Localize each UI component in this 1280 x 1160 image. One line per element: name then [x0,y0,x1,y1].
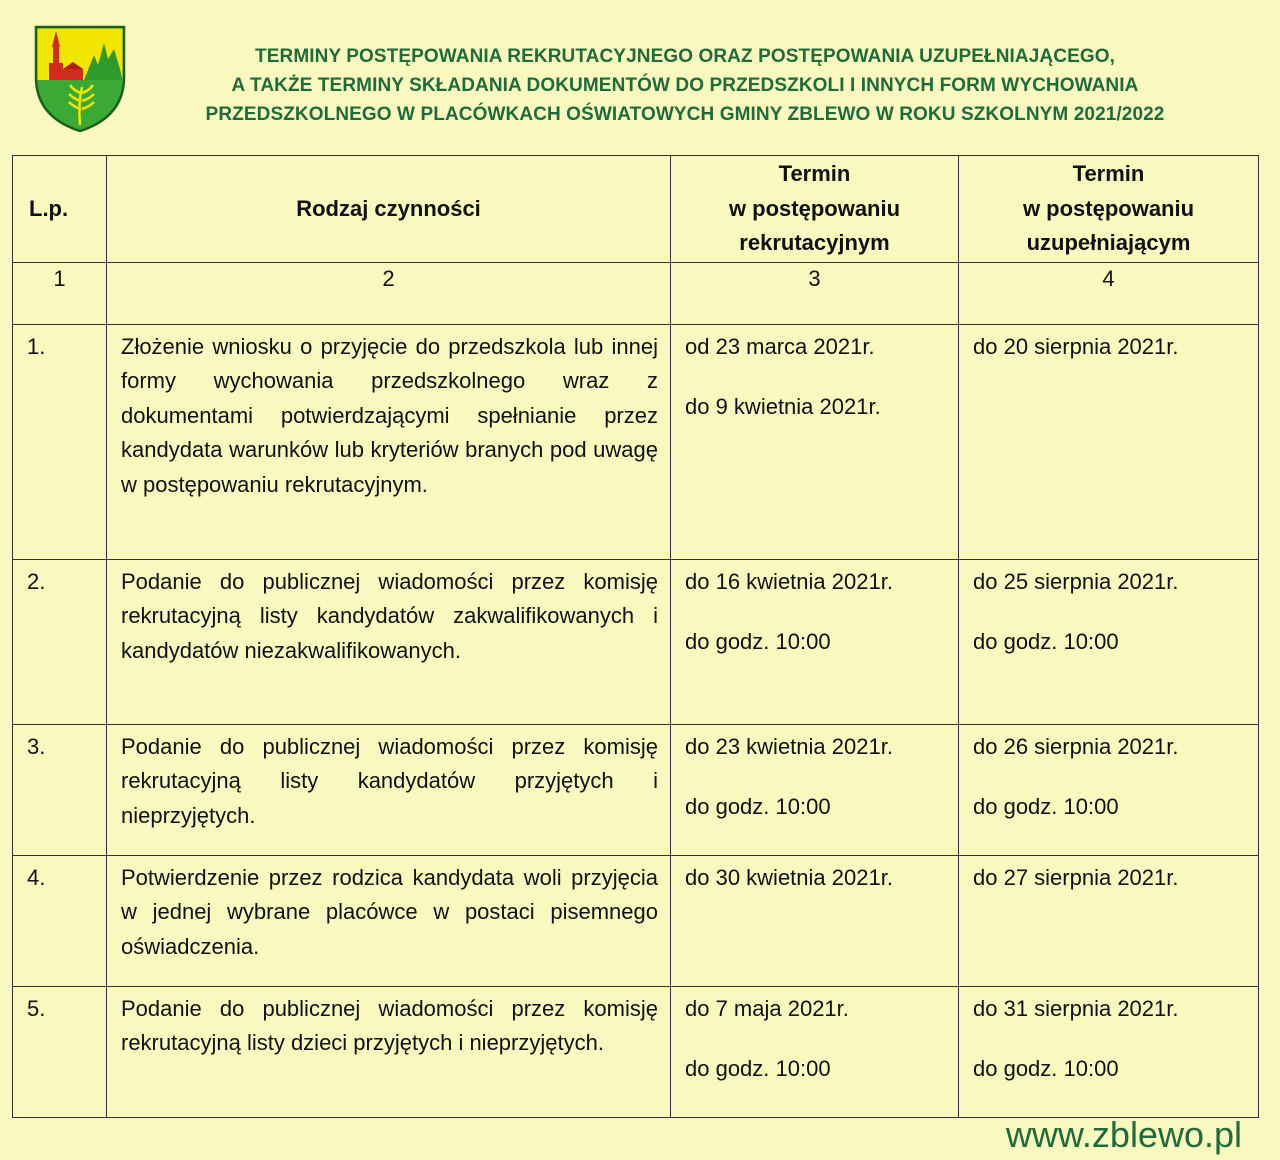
table-row [13,724,1259,855]
row-recruitment-date [671,559,959,724]
row-supplementary-date [959,855,1259,986]
title-line-2: A TAKŻE TERMINY SKŁADANIA DOKUMENTÓW DO PRZEDSZKOLI I INNYCH FORM WYCHOWANIA [231,75,1139,96]
time-line: do godz. 10:00 [973,1056,1119,1081]
table-row [13,855,1259,986]
row-recruitment-date [671,855,959,986]
page-header [0,0,1280,150]
column-number: 2 [107,262,671,324]
table-header-row [13,156,1259,263]
table-row [13,559,1259,724]
header-supplementary-line: uzupełniającym [1026,230,1191,255]
header-recruitment-line: rekrutacyjnym [739,230,890,255]
header-activity: Rodzaj czynności [107,156,671,263]
header-recruitment [671,156,959,263]
website-link[interactable]: www.zblewo.pl [1005,1114,1242,1155]
row-lp: 5. [13,986,107,1117]
header-lp: L.p. [13,156,107,263]
time-line: do godz. 10:00 [973,794,1119,819]
table-row [13,324,1259,559]
header-supplementary [959,156,1259,263]
time-line: do godz. 10:00 [685,1056,831,1081]
row-lp: 1. [13,324,107,559]
column-number: 3 [671,262,959,324]
row-supplementary-date [959,724,1259,855]
header-supplementary-line: Termin [1072,161,1145,186]
row-supplementary-date [959,324,1259,559]
row-supplementary-date [959,559,1259,724]
header-recruitment-line: w postępowaniu [728,195,901,221]
row-activity: Podanie do publicznej wiadomości przez komisję rekrutacyjną listy kandydatów przyjętych i nieprzyjętych. [107,724,671,855]
row-supplementary-date [959,986,1259,1117]
date-line: do 9 kwietnia 2021r. [685,394,881,419]
row-recruitment-date [671,724,959,855]
coat-of-arms-icon [34,25,126,133]
header-supplementary-line: w postępowaniu [1022,195,1195,221]
row-recruitment-date [671,324,959,559]
row-activity: Podanie do publicznej wiadomości przez komisję rekrutacyjną listy dzieci przyjętych i nieprzyjętych. [107,986,671,1117]
header-recruitment-line: Termin [778,161,851,186]
date-line: do 31 sierpnia 2021r. [973,995,1179,1021]
time-line: do godz. 10:00 [685,794,831,819]
date-line: do 23 kwietnia 2021r. [685,733,893,759]
date-line: do 30 kwietnia 2021r. [685,864,893,890]
row-activity: Złożenie wniosku o przyjęcie do przedszkola lub innej formy wychowania przedszkolnego wraz z dokumentami potwierdzającymi spełnianie przez kandydata warunków lub kryteriów branych pod uwagę w postępowaniu rekrutacyjnym. [107,324,671,559]
row-lp: 2. [13,559,107,724]
time-line: do godz. 10:00 [685,629,831,654]
date-line: do 20 sierpnia 2021r. [973,333,1179,359]
date-line: do 27 sierpnia 2021r. [973,864,1179,890]
title-line-1: TERMINY POSTĘPOWANIA REKRUTACYJNEGO ORAZ POSTĘPOWANIA UZUPEŁNIAJĄCEGO, [255,46,1115,67]
date-line: do 7 maja 2021r. [685,995,849,1021]
column-number: 4 [959,262,1259,324]
date-line: od 23 marca 2021r. [685,333,875,359]
column-number-row [13,262,1259,324]
date-line: do 26 sierpnia 2021r. [973,733,1179,759]
table-row [13,986,1259,1117]
page-title [135,42,1235,129]
date-line: do 16 kwietnia 2021r. [685,568,893,594]
date-line: do 25 sierpnia 2021r. [973,568,1179,594]
row-recruitment-date [671,986,959,1117]
schedule-table [12,155,1259,1118]
row-activity: Podanie do publicznej wiadomości przez komisję rekrutacyjną listy kandydatów zakwalifikowanych i kandydatów niezakwalifikowanych. [107,559,671,724]
column-number: 1 [13,262,107,324]
row-lp: 4. [13,855,107,986]
row-lp: 3. [13,724,107,855]
title-line-3: PRZEDSZKOLNEGO W PLACÓWKACH OŚWIATOWYCH GMINY ZBLEWO W ROKU SZKOLNYM 2021/2022 [205,104,1165,125]
row-activity: Potwierdzenie przez rodzica kandydata woli przyjęcia w jednej wybrane placówce w postaci pisemnego oświadczenia. [107,855,671,986]
time-line: do godz. 10:00 [973,629,1119,654]
